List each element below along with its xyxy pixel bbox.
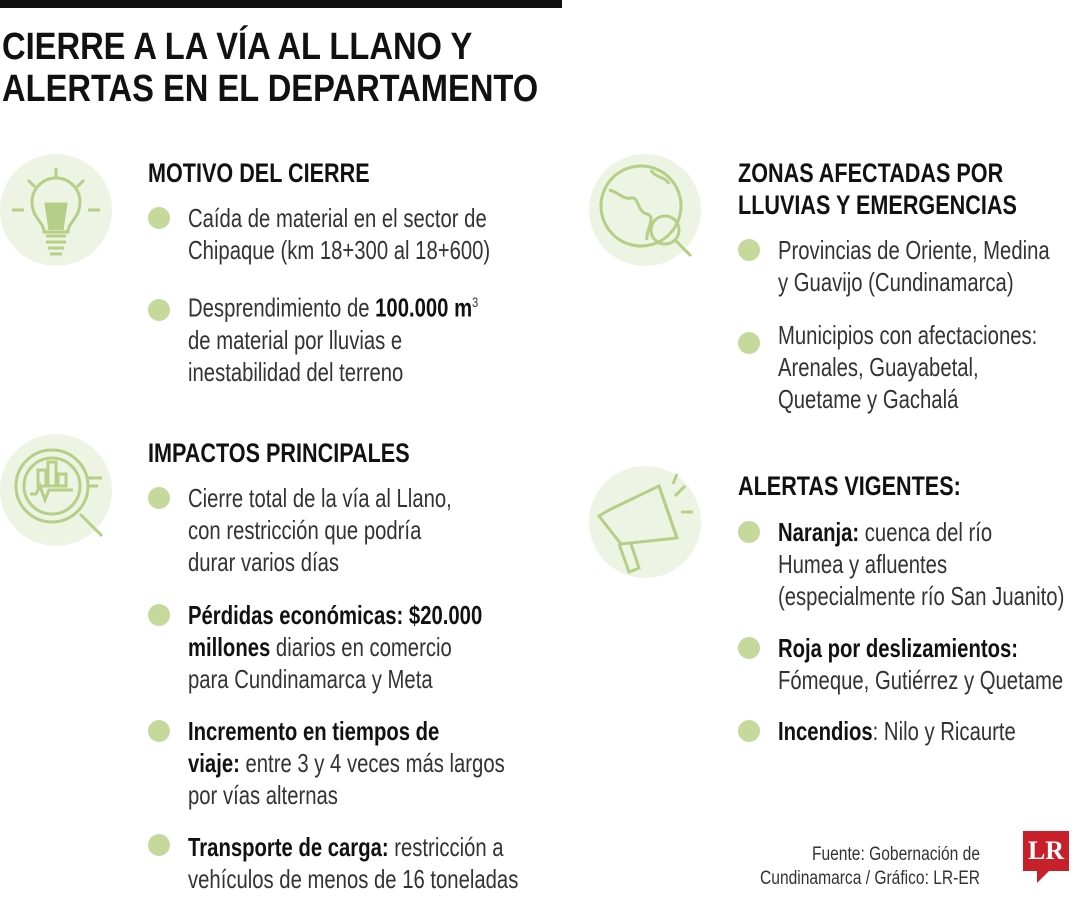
item-text: Provincias de Oriente, Medina y Guavijo (Cundinamarca) xyxy=(778,235,1050,297)
section-heading: ALERTAS VIGENTES: xyxy=(738,471,961,501)
bullet-dot xyxy=(738,332,760,354)
bullet-dot xyxy=(148,720,170,742)
item-bold: Roja por deslizamientos: xyxy=(778,633,1019,663)
bullet-dot xyxy=(148,207,170,229)
item-bold: Transporte de carga: xyxy=(188,832,389,862)
bullet-dot xyxy=(738,521,760,543)
section-heading: ZONAS AFECTADAS POR LLUVIAS Y EMERGENCIAS xyxy=(738,158,1017,220)
item-bold: 100.000 m xyxy=(375,292,473,323)
lightbulb-icon xyxy=(0,154,112,266)
bullet-dot xyxy=(738,637,760,659)
item-text: Fómeque, Gutiérrez y Quetame xyxy=(778,665,1064,695)
bullet-dot xyxy=(738,239,760,261)
item-bold: Incendios xyxy=(778,716,873,746)
top-rule xyxy=(0,0,562,8)
bullet-dot xyxy=(738,720,760,742)
item-text: cuenca del río Humea y afluentes (especialmente río San Juanito) xyxy=(778,517,1065,611)
item-text: de material por lluvias e inestabilidad del terreno xyxy=(188,324,404,387)
lr-logo: LR xyxy=(1023,831,1069,871)
item-bold: Incremento en tiempos de viaje: xyxy=(188,716,440,778)
item-text: diarios en comercio para Cundinamarca y Meta xyxy=(188,632,452,694)
item-text: entre 3 y 4 veces más largos por vías alternas xyxy=(188,748,505,810)
analytics-magnifier-icon xyxy=(0,434,112,546)
bullet-dot xyxy=(148,604,170,626)
item-text: Municipios con afectaciones: Arenales, Guayabetal, Quetame y Gachalá xyxy=(778,320,1038,414)
superscript: 3 xyxy=(472,294,479,310)
bullet-dot xyxy=(148,299,170,321)
bullet-dot xyxy=(148,487,170,509)
source-credit: Fuente: Gobernación de Cundinamarca / Gráfico: LR-ER xyxy=(760,844,980,889)
item-bold: Naranja: xyxy=(778,517,860,547)
item-text: Caída de material en el sector de Chipaque (km 18+300 al 18+600) xyxy=(188,203,491,265)
item-text: restricción a vehículos de menos de 16 toneladas xyxy=(188,832,519,894)
item-text: : Nilo y Ricaurte xyxy=(872,716,1016,746)
section-heading: MOTIVO DEL CIERRE xyxy=(148,158,370,188)
page-title: CIERRE A LA VÍA AL LLANO Y ALERTAS EN EL DEPARTAMENTO xyxy=(2,26,539,110)
item-text: Desprendimiento de xyxy=(188,292,376,323)
item-bold: Pérdidas económicas: $20.000 millones xyxy=(188,600,483,662)
item-text: Cierre total de la vía al Llano, con restricción que podría durar varios días xyxy=(188,483,452,577)
bullet-dot xyxy=(148,834,170,856)
section-heading: IMPACTOS PRINCIPALES xyxy=(148,438,410,468)
